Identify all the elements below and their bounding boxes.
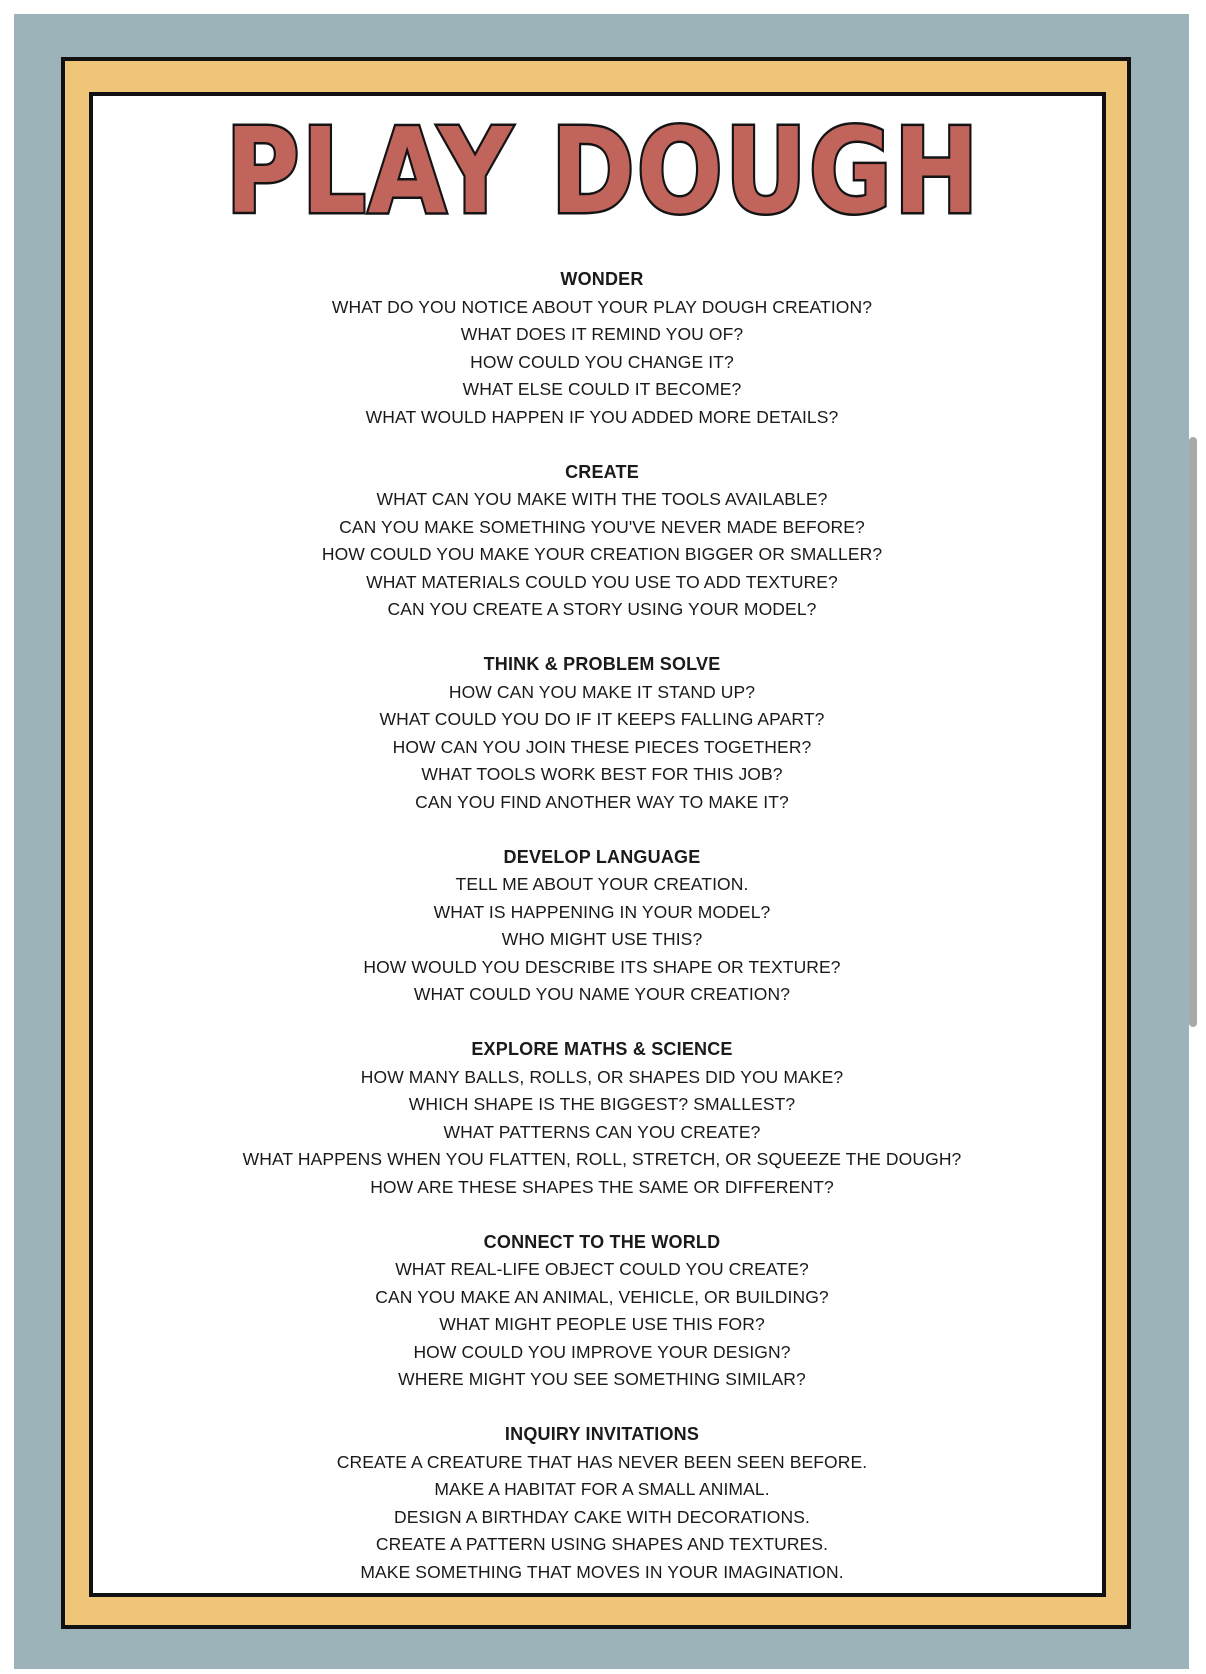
section-heading: WONDER — [560, 269, 644, 289]
section-question: TELL ME ABOUT YOUR CREATION. — [455, 874, 749, 894]
prompt-section — [89, 266, 1115, 431]
prompt-section — [89, 1036, 1115, 1201]
section-question: WHAT MATERIALS COULD YOU USE TO ADD TEXTURE? — [366, 571, 838, 592]
vertical-scrollbar[interactable] — [1189, 437, 1197, 1027]
section-question: WHAT WOULD HAPPEN IF YOU ADDED MORE DETAILS? — [365, 406, 839, 427]
section-question: WHAT REAL-LIFE OBJECT COULD YOU CREATE? — [395, 1259, 809, 1279]
prompt-section — [89, 844, 1115, 1009]
section-question: DESIGN A BIRTHDAY CAKE WITH DECORATIONS. — [394, 1506, 810, 1527]
section-heading: CONNECT TO THE WORLD — [483, 1231, 721, 1252]
section-question: WHAT COULD YOU DO IF IT KEEPS FALLING APART? — [379, 709, 825, 729]
poster-title: PLAY DOUGH — [225, 102, 981, 240]
prompt-section — [89, 459, 1115, 624]
section-question: HOW COULD YOU MAKE YOUR CREATION BIGGER OR SMALLER? — [321, 544, 883, 564]
section-question: WHAT PATTERNS CAN YOU CREATE? — [443, 1121, 761, 1142]
section-question: HOW MANY BALLS, ROLLS, OR SHAPES DID YOU MAKE? — [360, 1066, 844, 1087]
section-question: HOW CAN YOU JOIN THESE PIECES TOGETHER? — [392, 736, 812, 757]
section-question: WHAT HAPPENS WHEN YOU FLATTEN, ROLL, STRETCH, OR SQUEEZE THE DOUGH? — [242, 1149, 962, 1169]
section-question: CAN YOU MAKE AN ANIMAL, VEHICLE, OR BUILDING? — [375, 1286, 829, 1307]
section-question: WHAT DOES IT REMIND YOU OF? — [460, 324, 744, 344]
section-question: WHAT COULD YOU NAME YOUR CREATION? — [413, 984, 791, 1004]
section-question: WHICH SHAPE IS THE BIGGEST? SMALLEST? — [408, 1094, 796, 1114]
section-question: WHAT IS HAPPENING IN YOUR MODEL? — [433, 901, 771, 922]
section-heading: CREATE — [565, 461, 639, 482]
section-question: WHAT CAN YOU MAKE WITH THE TOOLS AVAILABLE? — [376, 489, 828, 509]
section-question: HOW CAN YOU MAKE IT STAND UP? — [448, 681, 756, 702]
section-heading: INQUIRY INVITATIONS — [504, 1424, 700, 1444]
section-question: WHO MIGHT USE THIS? — [501, 929, 703, 949]
section-question: CREATE A PATTERN USING SHAPES AND TEXTURES. — [375, 1534, 829, 1554]
section-question: WHERE MIGHT YOU SEE SOMETHING SIMILAR? — [398, 1369, 806, 1389]
section-heading: DEVELOP LANGUAGE — [503, 846, 701, 867]
section-question: HOW WOULD YOU DESCRIBE ITS SHAPE OR TEXTURE? — [363, 956, 841, 977]
section-question: WHAT ELSE COULD IT BECOME? — [462, 379, 742, 399]
section-question: CAN YOU MAKE SOMETHING YOU'VE NEVER MADE BEFORE? — [339, 516, 865, 537]
section-question: WHAT MIGHT PEOPLE USE THIS FOR? — [439, 1314, 765, 1334]
section-question: CAN YOU FIND ANOTHER WAY TO MAKE IT? — [415, 791, 789, 812]
section-question: MAKE A HABITAT FOR A SMALL ANIMAL. — [434, 1479, 770, 1499]
section-question: HOW COULD YOU CHANGE IT? — [470, 351, 734, 372]
prompt-section — [89, 1421, 1115, 1586]
section-question: MAKE SOMETHING THAT MOVES IN YOUR IMAGINATION. — [360, 1561, 844, 1582]
section-question: HOW ARE THESE SHAPES THE SAME OR DIFFERENT? — [370, 1176, 834, 1197]
section-question: CAN YOU CREATE A STORY USING YOUR MODEL? — [387, 599, 817, 619]
prompt-section — [89, 1229, 1115, 1394]
section-question: CREATE A CREATURE THAT HAS NEVER BEEN SEEN BEFORE. — [336, 1451, 868, 1472]
prompt-sections — [89, 266, 1115, 1614]
section-question: WHAT TOOLS WORK BEST FOR THIS JOB? — [421, 764, 783, 784]
prompt-section — [89, 651, 1115, 816]
section-heading: THINK & PROBLEM SOLVE — [483, 654, 721, 674]
section-heading: EXPLORE MATHS & SCIENCE — [471, 1039, 733, 1059]
section-question: HOW COULD YOU IMPROVE YOUR DESIGN? — [413, 1341, 791, 1362]
section-question: WHAT DO YOU NOTICE ABOUT YOUR PLAY DOUGH CREATION? — [331, 296, 873, 317]
